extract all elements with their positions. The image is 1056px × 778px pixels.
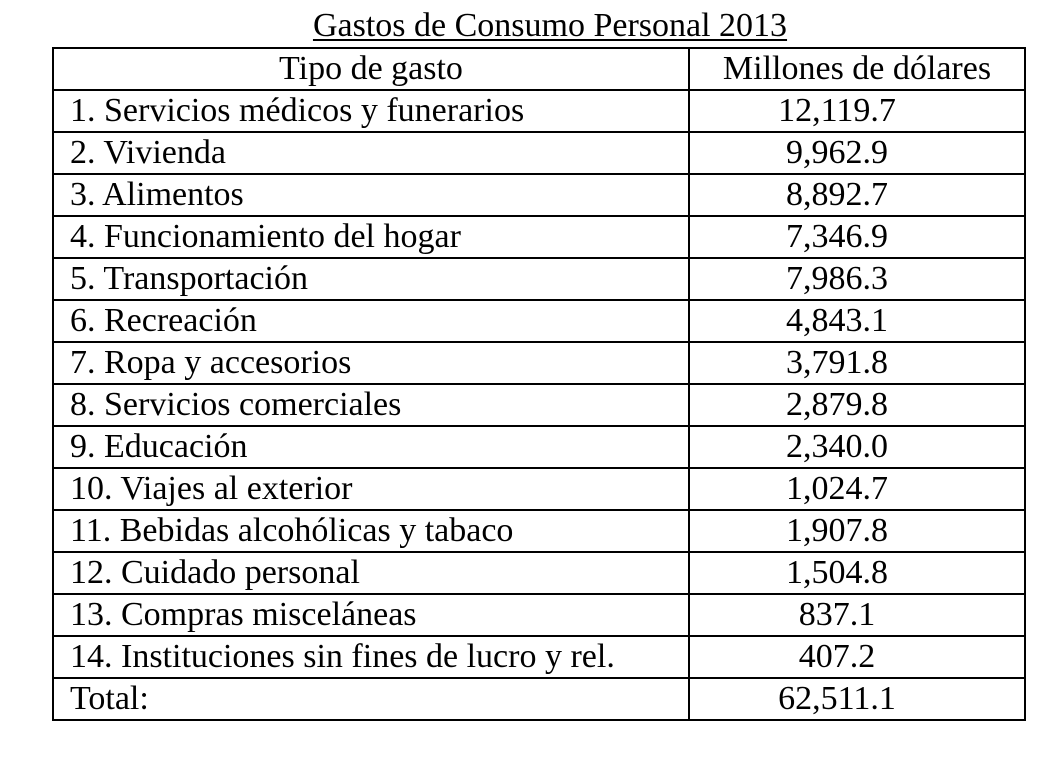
header-row: [53, 48, 1025, 90]
expense-type-cell: 10. Viajes al exterior: [53, 468, 689, 510]
expense-value-cell: 3,791.8: [689, 342, 1025, 384]
expense-type-cell: 12. Cuidado personal: [53, 552, 689, 594]
expense-value-cell: 837.1: [689, 594, 1025, 636]
expense-value-cell: 8,892.7: [689, 174, 1025, 216]
total-row: [53, 678, 1025, 720]
table-row: [53, 636, 1025, 678]
expense-type-cell: 5. Transportación: [53, 258, 689, 300]
table-title-text: Gastos de Consumo Personal 2013: [312, 7, 788, 44]
table-row: [53, 174, 1025, 216]
expense-value-cell: 1,907.8: [689, 510, 1025, 552]
expense-type-cell: 3. Alimentos: [53, 174, 689, 216]
table-row: [53, 552, 1025, 594]
expense-value-cell: 1,024.7: [689, 468, 1025, 510]
table-row: [53, 258, 1025, 300]
table-title: [0, 6, 1056, 46]
expense-type-cell: 8. Servicios comerciales: [53, 384, 689, 426]
expense-type-cell: 1. Servicios médicos y funerarios: [53, 90, 689, 132]
expense-type-cell: 11. Bebidas alcohólicas y tabaco: [53, 510, 689, 552]
header-millions-dollars: Millones de dólares: [689, 48, 1025, 90]
expense-type-cell: 6. Recreación: [53, 300, 689, 342]
expense-type-cell: 7. Ropa y accesorios: [53, 342, 689, 384]
table-row: [53, 300, 1025, 342]
table-row: [53, 132, 1025, 174]
expense-type-cell: 9. Educación: [53, 426, 689, 468]
expense-value-cell: 4,843.1: [689, 300, 1025, 342]
expense-value-cell: 1,504.8: [689, 552, 1025, 594]
table-row: [53, 510, 1025, 552]
table-row: [53, 342, 1025, 384]
table-row: [53, 426, 1025, 468]
expense-type-cell: 14. Instituciones sin fines de lucro y rel.: [53, 636, 689, 678]
table-row: [53, 216, 1025, 258]
expense-type-cell: 4. Funcionamiento del hogar: [53, 216, 689, 258]
total-value: 62,511.1: [689, 678, 1025, 720]
header-expense-type: Tipo de gasto: [53, 48, 689, 90]
expense-value-cell: 12,119.7: [689, 90, 1025, 132]
expense-type-cell: 13. Compras misceláneas: [53, 594, 689, 636]
expenses-table: [52, 47, 1026, 721]
expense-type-cell: 2. Vivienda: [53, 132, 689, 174]
expense-value-cell: 7,986.3: [689, 258, 1025, 300]
total-label: Total:: [53, 678, 689, 720]
expense-value-cell: 2,340.0: [689, 426, 1025, 468]
expense-value-cell: 2,879.8: [689, 384, 1025, 426]
table-row: [53, 90, 1025, 132]
expense-value-cell: 407.2: [689, 636, 1025, 678]
table-row: [53, 384, 1025, 426]
expense-value-cell: 7,346.9: [689, 216, 1025, 258]
table-row: [53, 594, 1025, 636]
table-row: [53, 468, 1025, 510]
expense-value-cell: 9,962.9: [689, 132, 1025, 174]
